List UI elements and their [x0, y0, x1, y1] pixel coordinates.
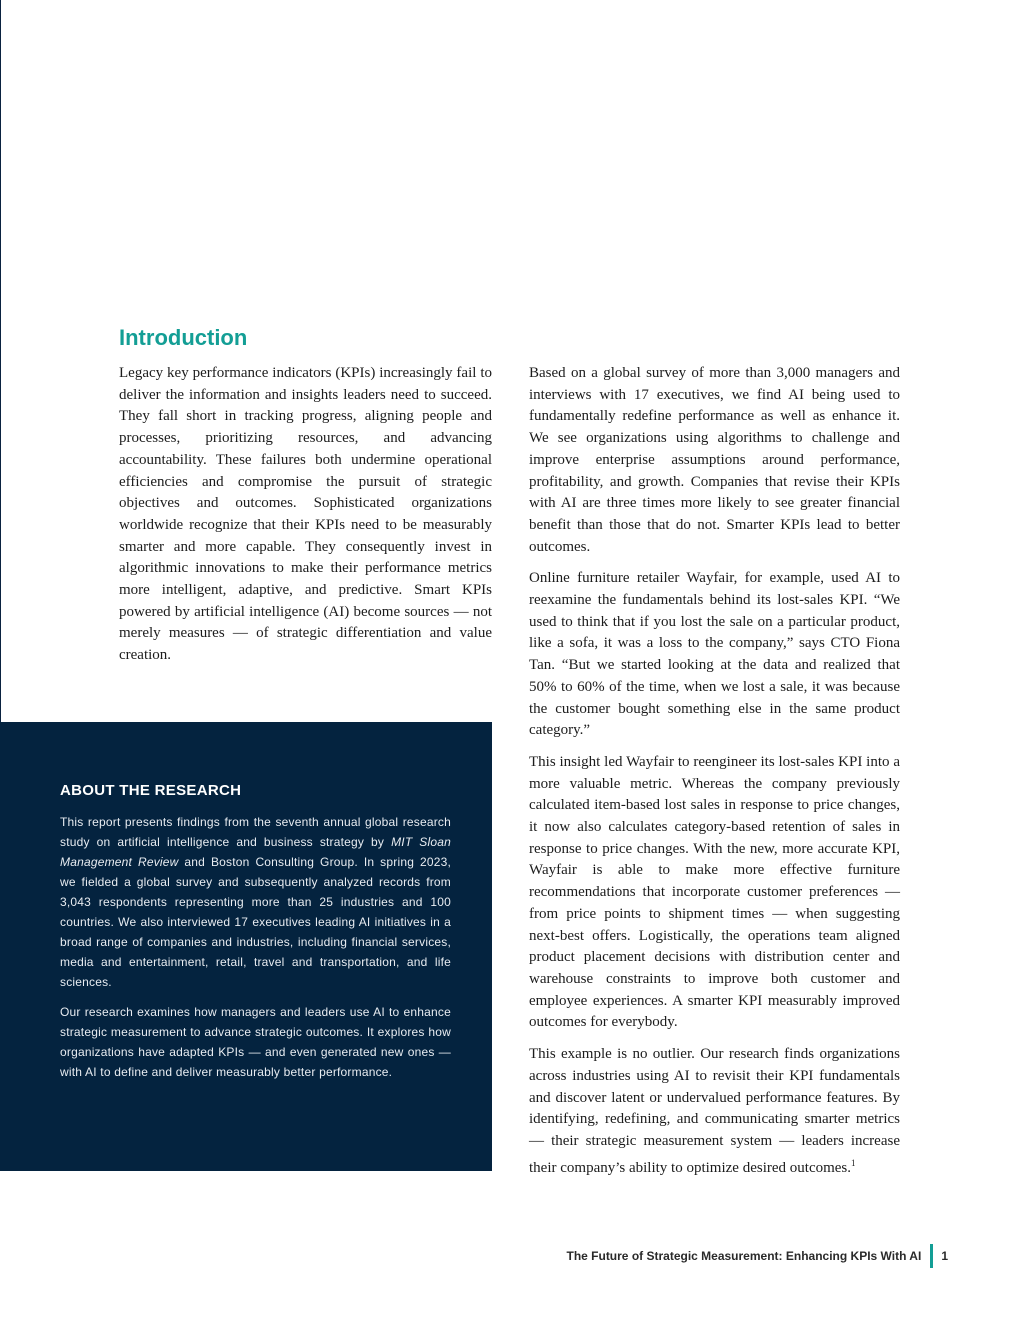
- page-number: 1: [941, 1249, 948, 1263]
- page-edge-rule: [0, 0, 1, 722]
- footnote-marker[interactable]: 1: [851, 1157, 856, 1168]
- sidebar-heading: ABOUT THE RESEARCH: [60, 782, 242, 799]
- page-footer: [566, 1244, 948, 1268]
- sidebar-text: and Boston Consulting Group. In spring 2023, we fielded a global survey and subsequently analyzed records from 3,043 respondents representing more than 25 industries and 100 countries. We also interviewed 17 executives leading AI initiatives in a broad range of companies and industries, including financial services, media and entertainment, retail, travel and transportation, and life sciences.: [60, 855, 452, 989]
- publication-name: MIT Sloan Management Review: [60, 835, 451, 869]
- left-column: [119, 363, 492, 677]
- sidebar-text: This report presents findings from the seventh annual global research study on artificial intelligence and business strategy by: [60, 815, 451, 849]
- body-paragraph: This insight led Wayfair to reengineer its lost-sales KPI into a more valuable metric. Whereas the company previously calculated item-based lost sales in response to price changes, it now also calculates category-based retention of sales in response to price changes. With the new, more accurate KPI, Wayfair is able to make more effective furniture recommendations that incorporate customer preferences — from price points to shipment times — when suggesting next-best offers. Logistically, the operations team aligned product placement decisions with distribution center and warehouse constraints to improve both customer and employee experiences. A smarter KPI measurably improved outcomes for everybody.: [529, 753, 900, 1031]
- footer-divider: [930, 1244, 933, 1268]
- sidebar-paragraph: [60, 812, 451, 992]
- section-title: Introduction: [119, 325, 248, 350]
- body-paragraph: Based on a global survey of more than 3,000 managers and interviews with 17 executives, we find AI being used to fundamentally redefine performance as well as enhance it. We see organizations using algorithms to challenge and improve enterprise assumptions around performance, profitability, and growth. Companies that revise their KPIs with AI are three times more likely to see greater financial benefit than those that do not. Smarter KPIs lead to better outcomes.: [529, 365, 900, 555]
- about-research-box: [0, 722, 492, 1171]
- body-paragraph: [529, 1044, 900, 1179]
- right-column: [529, 363, 900, 1189]
- footer-title: The Future of Strategic Measurement: Enhancing KPIs With AI: [566, 1249, 922, 1263]
- sidebar-paragraph: Our research examines how managers and leaders use AI to enhance strategic measurement to advance strategic outcomes. It explores how organizations have adapted KPIs — and even generated new ones — with AI to define and deliver measurably better performance.: [60, 1005, 451, 1079]
- intro-paragraph: Legacy key performance indicators (KPIs) increasingly fail to deliver the information and insights leaders need to succeed. They fall short in tracking progress, aligning people and processes, prioritizing resources, and advancing accountability. These failures both undermine operational efficiencies and compromise the pursuit of strategic objectives and outcomes. Sophisticated organizations worldwide recognize that their KPIs need to be measurably smarter and more capable. They consequently invest in algorithmic innovations to make their performance metrics more intelligent, adaptive, and predictive. Smart KPIs powered by artificial intelligence (AI) become sources — not merely measures — of strategic differentiation and value creation.: [119, 365, 492, 664]
- body-paragraph: Online furniture retailer Wayfair, for example, used AI to reexamine the fundamentals behind its lost-sales KPI. “We used to think that if you lost the sale on a particular product, like a sofa, it was a loss to the company,” says CTO Fiona Tan. “But we started looking at the data and realized that 50% to 60% of the time, when we lost a sale, it was because the customer bought something else in the same product category.”: [529, 570, 900, 739]
- body-paragraph-text: This example is no outlier. Our research finds organizations across industries using AI to revisit their KPI fundamentals and discover latent or undervalued performance features. By identifying, redefining, and communicating smarter metrics — their strategic measurement system — leaders increase their company’s ability to optimize desired outcomes.: [529, 1046, 900, 1176]
